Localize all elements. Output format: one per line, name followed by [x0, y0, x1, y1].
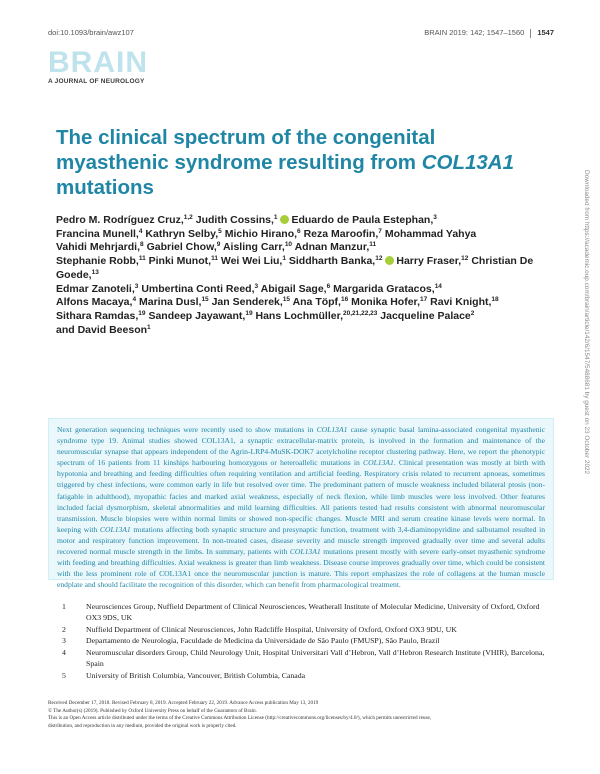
- journal-logo: [48, 48, 148, 85]
- author-name: Sithara Ramdas,: [56, 309, 139, 322]
- author-name: Jan Senderek,: [211, 296, 283, 309]
- abstract-box: [48, 418, 554, 590]
- author-name: Harry Fraser,: [396, 255, 462, 268]
- author-name: Eduardo de Paula Estephan,: [291, 214, 434, 226]
- author-name: Adnan Manzur,: [294, 241, 370, 254]
- affiliation-text: University of British Columbia, Vancouver, British Columbia, Canada: [86, 670, 306, 680]
- title-line-3: mutations: [56, 176, 154, 199]
- author-affiliation-marker: 1,2: [183, 214, 193, 221]
- download-notice: [574, 170, 594, 590]
- author-affiliation-marker: 12: [375, 255, 383, 263]
- author-affiliation-marker: 12: [461, 255, 469, 263]
- author-name: Alfons Macaya,: [56, 296, 133, 309]
- author-name: Michio Hirano,: [224, 227, 298, 240]
- author-affiliation-marker: 19: [245, 309, 253, 317]
- article-title: [56, 125, 526, 200]
- author-affiliation-marker: 11: [138, 255, 146, 263]
- author-name: and: [56, 323, 75, 336]
- title-gene: COL13A1: [421, 151, 514, 174]
- author-affiliation-marker: 11: [369, 241, 377, 249]
- affiliation-number: 3: [62, 636, 66, 646]
- gene-name: COL13A1: [316, 425, 348, 434]
- author-affiliation-marker: 14: [434, 282, 442, 290]
- author-affiliation-marker: 16: [340, 296, 349, 304]
- author-affiliation-marker: 11: [211, 255, 218, 263]
- author-name: Jacqueline Palace: [380, 309, 471, 322]
- author-name: Christian De Goede,: [56, 255, 534, 281]
- author-name: Edmar Zanoteli,: [56, 282, 135, 295]
- affiliation-list: [62, 602, 552, 683]
- author-name: Francina Munell,: [56, 227, 139, 240]
- author-name: Vahidi Mehrjardi,: [56, 241, 141, 254]
- title-line-1: The clinical spectrum of the congenital: [56, 126, 436, 149]
- author-name: Monika Hofer,: [351, 296, 420, 309]
- affiliation-text: Neuromuscular disorders Group, Child Neurology Unit, Hospital Universitari Vall d’Hebron, Vall d’Hebron Research Institute (VHIR), Barcelona, Spain: [86, 648, 545, 668]
- affiliation-text: Nuffield Department of Clinical Neurosciences, John Radcliffe Hospital, University of Oxford, Oxford OX3 9DU, UK: [86, 624, 457, 634]
- author-affiliation-marker: 18: [491, 296, 499, 304]
- author-affiliation-marker: 15: [282, 296, 291, 304]
- author-affiliation-marker: 1: [147, 323, 151, 331]
- author-affiliation-marker: 6: [297, 227, 301, 235]
- author-name: Ana Töpf,: [292, 296, 341, 309]
- journal-name: BRAIN: [48, 46, 148, 79]
- title-line-2: myasthenic syndrome resulting from: [56, 151, 422, 174]
- author-affiliation-marker: 20,21,22,23: [343, 309, 378, 317]
- author-affiliation-marker: 5: [218, 227, 222, 235]
- author-name: Reza Maroofin,: [303, 227, 379, 240]
- author-name: Gabriel Chow,: [146, 241, 217, 254]
- author-affiliation-marker: 2: [470, 309, 475, 317]
- affiliation-item: [62, 602, 552, 624]
- doi-link[interactable]: doi:10.1093/brain/awz107: [48, 28, 134, 37]
- header-divider: [530, 29, 531, 38]
- author-affiliation-marker: 3: [134, 282, 139, 290]
- footer-line: distribution, and reproduction in any medium, provided the original work is properly cited.: [48, 722, 237, 729]
- author-affiliation-marker: 13: [91, 268, 99, 276]
- author-name: Hans Lochmüller,: [255, 309, 344, 322]
- author-affiliation-marker: 7: [378, 227, 382, 235]
- gene-name: COL13A1: [289, 547, 321, 557]
- author-name: Mohammad Yahya: [384, 227, 477, 240]
- author-name: Kathryn Selby,: [145, 227, 219, 240]
- author-name: Abigail Sage,: [260, 282, 327, 295]
- gene-name: COL13A1: [363, 458, 394, 468]
- author-affiliation-marker: 8: [140, 241, 144, 249]
- author-name: Ravi Knight,: [430, 296, 492, 309]
- footer-line: © The Author(s) (2019). Published by Oxford University Press on behalf of the Guarantors of Brain.: [48, 707, 257, 714]
- affiliation-number: 4: [62, 648, 66, 658]
- affiliation-item: [62, 625, 552, 636]
- author-name: Siddharth Banka,: [288, 255, 376, 268]
- author-name: Stephanie Robb,: [56, 255, 139, 268]
- author-name: Pinki Munot,: [148, 255, 212, 268]
- author-affiliation-marker: 3: [433, 214, 437, 221]
- gene-name: COL13A1: [201, 436, 234, 446]
- footer-line: This is an Open Access article distributed under the terms of the Creative Commons Attribution License (http://creativecommons.org/licenses/by/4.0/), which permits unrestricted reuse,: [48, 715, 432, 722]
- author-name: Aisling Carr,: [222, 241, 285, 254]
- author-affiliation-marker: 6: [326, 282, 331, 290]
- page-number: 1547: [537, 28, 554, 37]
- author-affiliation-marker: 9: [216, 241, 221, 249]
- author-name: Judith Cossins,: [195, 214, 274, 226]
- journal-subtitle: A JOURNAL OF NEUROLOGY: [48, 78, 145, 85]
- gene-name: COL13A1: [99, 524, 131, 534]
- author-affiliation-marker: 15: [201, 296, 209, 304]
- author-name: Pedro M. Rodríguez Cruz,: [56, 214, 184, 226]
- affiliation-item: [62, 636, 552, 647]
- footer-line: Received December 17, 2018. Revised February 8, 2019. Accepted February 22, 2019. Advance Access publication May 13, 2019: [48, 700, 319, 706]
- author-list: [56, 214, 556, 337]
- orcid-icon[interactable]: [280, 215, 289, 224]
- affiliation-number: 1: [62, 602, 66, 611]
- author-name: Margarida Gratacos,: [333, 282, 435, 295]
- orcid-icon[interactable]: [385, 256, 394, 265]
- abstract-text: Next generation sequencing techniques were recently used to show mutations in COL13A1 cause synaptic basal lamina-associated congenital myasthenic syndrome type 19. Animal studies showed COL13A1, a synaptic extracellular-matrix protein, is involved in the formation and maintenance of the neuromuscular synapse that appears independent of the Agrin-LRP4-MuSK-DOK7 acetylcholine receptor clustering pathway. Here, we report the phenotypic spectrum of 16 patients from 11 kinships harbouring homozygous or heteroallelic mutations in COL13A1. Clinical presentation was mostly at birth with hypotonia and breathing and feeding difficulties often requiring ventilation and artificial feeding. Respiratory crisis related to recurrent apnoeas, sometimes triggered by chest infections, were common early in life but resolved over time. The predominant pattern of muscle weakness included bilateral ptosis (non-fatigable in adulthood), myopathic facies and marked axial weakness, especially of neck flexion, while limb muscles were less involved. Other features included facial dysmorphism, skeletal abnormalities and mild learning difficulties. All patients tested had results consistent with abnormal neuromuscular transmission. Muscle biopsies were within normal limits or showed non-specific changes. Muscle MRI and serum creatine kinase levels were normal. In keeping with COL13A1 mutations affecting both synaptic structure and presynaptic function, treatment with 3,4-diaminopyridine and salbutamol resulted in motor and respiratory function improvement. In non-treated cases, disease severity and muscle strength improved gradually over time and several adults recovered normal muscle strength in the limbs. In summary, patients with COL13A1 mutations present mostly with severe early-onset myasthenic syndrome with feeding and breathing difficulties. Axial weakness is greater than limb weakness. Disease course improves gradually over time, which could be consistent with the less prominent role of COL13A1 once the neuromuscular junction is mature. This report emphasizes the role of collagens at the human muscle endplate and should facilitate the recognition of this disorder, which can benefit from pharmacological treatment.: [57, 425, 545, 590]
- author-name: Umbertina Conti Reed,: [141, 282, 255, 295]
- author-name: Marina Dusl,: [139, 296, 202, 309]
- affiliation-text: Departamento de Neurologia, Faculdade de Medicina da Universidade de São Paulo (FMUSP), São Paulo, Brazil: [86, 636, 440, 646]
- author-affiliation-marker: 19: [138, 309, 146, 317]
- journal-citation: [424, 28, 554, 38]
- affiliation-item: [62, 671, 552, 682]
- author-affiliation-marker: 3: [254, 282, 259, 290]
- gene-name: COL13A1: [159, 569, 192, 579]
- author-affiliation-marker: 17: [420, 296, 428, 304]
- affiliation-item: [62, 648, 552, 670]
- author-affiliation-marker: 4: [132, 296, 137, 304]
- author-affiliation-marker: 1: [282, 255, 286, 263]
- affiliation-text: Neurosciences Group, Nuffield Department of Clinical Neurosciences, Weatherall Institute of Molecular Medicine, University of Oxford, Oxford OX3 9DS, UK: [86, 602, 540, 622]
- author-affiliation-marker: 10: [284, 241, 293, 249]
- article-footer: [48, 700, 554, 730]
- affiliation-number: 2: [62, 624, 66, 634]
- author-name: Wei Wei Liu,: [220, 255, 283, 268]
- affiliation-number: 5: [62, 670, 66, 680]
- author-name: Sandeep Jayawant,: [148, 309, 246, 322]
- author-name: David Beeson: [77, 323, 148, 336]
- download-notice-text: Downloaded from https://academic.oup.com/brain/article/142/6/1547/5488681 by guest on 23 October 2022: [583, 170, 590, 475]
- citation-text: BRAIN 2019: 142; 1547–1560: [424, 28, 525, 37]
- author-affiliation-marker: 1: [273, 214, 278, 221]
- author-affiliation-marker: 4: [138, 227, 143, 235]
